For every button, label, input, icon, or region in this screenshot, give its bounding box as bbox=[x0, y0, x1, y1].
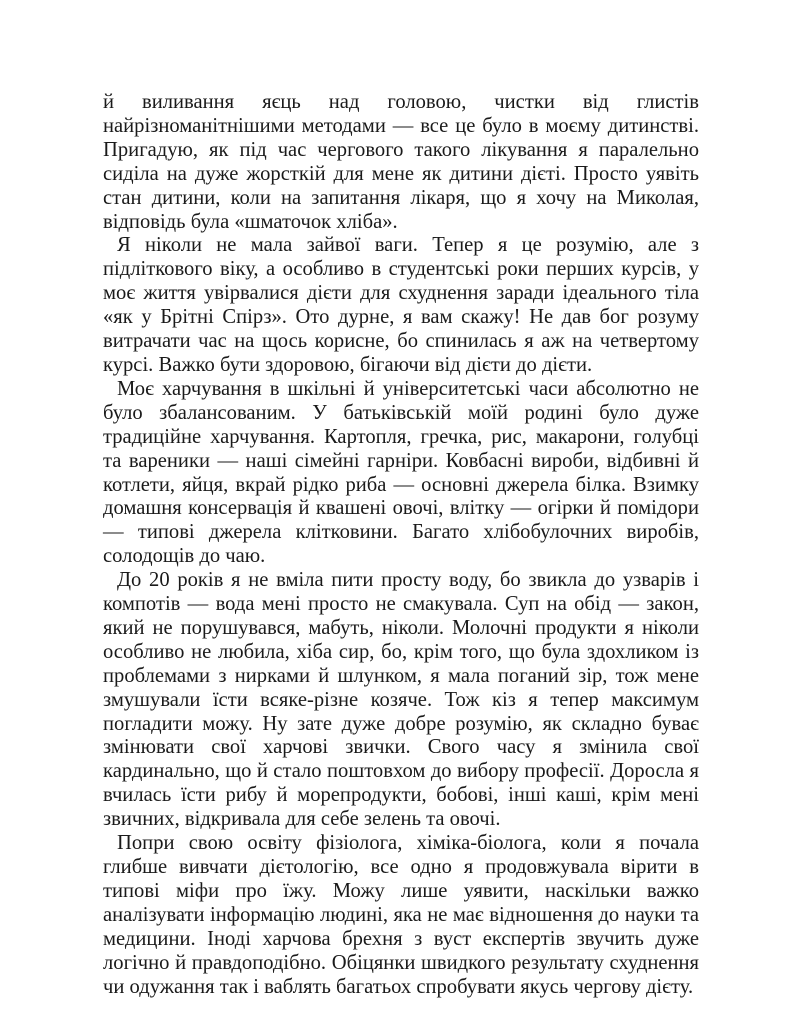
paragraph-5: Попри свою освіту фізіолога, хіміка-біолога, коли я почала глибше вивчати дієтологію, все одно я продовжувала вірити в типові міфи про їжу. Можу лише уявити, наскільки важко аналізувати інформацію людині, яка не має відношення до науки та медицини. Іноді харчова брехня з вуст експертів звучить дуже логічно й правдоподібно. Обіцянки швидкого результату схуднення чи одужання так і ваблять багатьох спробувати якусь чергову дієту. bbox=[103, 832, 699, 998]
paragraph-4: До 20 років я не вміла пити просту воду, бо звикла до узварів і компотів — вода мені просто не смакувала. Суп на обід — закон, який не порушувався, мабуть, ніколи. Молочні продукти я ніколи особливо не любила, хіба сир, бо, крім того, що була здохликом із проблемами з нирками й шлунком, я мала поганий зір, тож мене змушували їсти всяке-різне козяче. Тож кіз я тепер максимум погладити можу. Ну зате дуже добре розумію, як складно буває змінювати свої харчові звички. Свого часу я змінила свої кардинально, що й стало поштовхом до вибору професії. Доросла я вчилась їсти рибу й морепродукти, бобові, інші каші, крім мені звичних, відкривала для себе зелень та овочі. bbox=[103, 569, 699, 831]
paragraph-2: Я ніколи не мала зайвої ваги. Тепер я це розумію, але з підліткового віку, а особливо в студентські роки перших курсів, у моє життя увірвалися дієти для схуднення заради ідеального тіла «як у Брітні Спірз». Ото дурне, я вам скажу! Не дав бог розуму витрачати час на щось корисне, бо спинилась я аж на четвертому курсі. Важко бути здоровою, бігаючи від дієти до дієти. bbox=[103, 234, 699, 376]
body-text bbox=[103, 91, 699, 999]
paragraph-1: й виливання яєць над головою, чистки від глистів найрізноманітнішими методами — все це було в моєму дитинстві. Пригадую, як під час чергового такого лікування я паралельно сиділа на дуже жорсткій для мене як дитини дієті. Просто уявіть стан дитини, коли на запитання лікаря, що я хочу на Миколая, відповідь була «шматочок хліба». bbox=[103, 91, 699, 233]
paragraph-3: Моє харчування в шкільні й університетські часи абсолютно не було збалансованим. У батьківській моїй родині було дуже традиційне харчування. Картопля, гречка, рис, макарони, голубці та вареники — наші сімейні гарніри. Ковбасні вироби, відбивні й котлети, яйця, вкрай рідко риба — основні джерела білка. Взимку домашня консервація й квашені овочі, влітку — огірки й помідори — типові джерела клітковини. Багато хлібобулочних виробів, солодощів до чаю. bbox=[103, 377, 699, 568]
